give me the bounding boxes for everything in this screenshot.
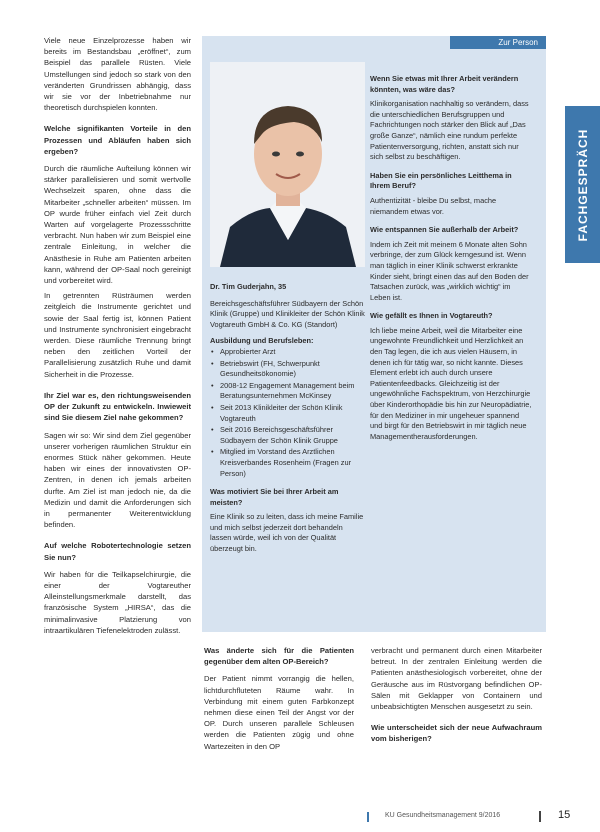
answer-motivation: Eine Klinik so zu leiten, dass ich meine Familie und mich selbst jederzeit dort behandeln lassen würde, weil ich von der Qualität überzeugt bin. [210, 512, 364, 554]
footer-divider [539, 811, 541, 822]
question-recovery-room: Wie unterscheidet sich der neue Aufwachraum vom bisherigen? [371, 723, 542, 744]
portrait-photo [210, 62, 365, 267]
answer-advantages-1: Durch die räumliche Aufteilung können wir stärker parallelisieren und somit wertvolle Wechselzeit sparen, ohne dass die Mitarbeiter „schneller arbeiten“ müssen. Im OP wurde früher einfach viel Zeit durch Warten auf vorgelagerte Prozessschritte verbracht. Nun haben wir zum Beispiel eine zentrale Einleitung, in welcher die Anästhesie in Ruhe am Patienten arbeiten kann, während der OP-Saal noch gereinigt und vorbereitet wird. [44, 164, 191, 286]
profile-column-right [370, 74, 532, 446]
footer-accent-mark [367, 812, 369, 822]
question-motto: Haben Sie ein persönliches Leitthema in Ihrem Beruf? [370, 170, 512, 191]
question-goal: Ihr Ziel war es, den richtungsweisenden OP der Zukunft zu entwickeln. Inwieweit sind Sie diesem Ziel nahe gekommen? [44, 390, 191, 423]
question-robotics: Auf welche Robotertechnologie setzen Sie nun? [44, 541, 191, 562]
section-side-label: FACHGESPRÄCH [575, 128, 590, 241]
article-column-right [371, 645, 542, 751]
question-motivation: Was motiviert Sie bei Ihrer Arbeit am meisten? [210, 487, 339, 507]
intro-paragraph: Viele neue Einzelprozesse haben wir bereits im Bestandsbau „eröffnet“, zum Beispiel das parallele Rüsten. Viele Umstellungen sind jedoch so stark von den veränderten Grundrissen abhängig, dass wir sie vor der Inbetriebnahme nur theoretisch durchspielen konnten. [44, 36, 191, 113]
education-item: • 2008-12 Engagement Management beim Beratungsunternehmen McKinsey [220, 381, 365, 402]
profile-box-label: Zur Person [450, 36, 546, 49]
question-relax: Wie entspannen Sie außerhalb der Arbeit? [370, 225, 519, 235]
answer-robotics: Wir haben für die Teilkapselchirurgie, die einer der Vogtareuther Alleinstellungsmerkmale darstellt, das französische System „HIRSA“, das die minimalinvasive Platzierung von intraartikulären Tiefenelektroden zulässt. [44, 569, 191, 635]
article-column-left [44, 35, 191, 640]
answer-vogtareuth: Ich liebe meine Arbeit, weil die Mitarbeiter eine ungewohnte Freundlichkeit und Herzlichkeit an den Tag legen, die ich aus vielen Häusern, in denen ich für tätig war, so nicht kannte. Dieses Element erlebt ich auch durch unsere Patientenfeedbacks. Gleichzeitig ist der ungewöhnliche Fachspektrum, von Herzchirurgie über Kinderorthopädie bis hin zur Neuropädiatrie, für den Mediziner in mir ungeheuer spannend und birgt für den Betriebswirt in mir täglich neue Managementherausforderungen. [370, 325, 532, 441]
profile-column-left [210, 282, 365, 559]
footer-publication: KU Gesundheitsmanagement 9/2016 [385, 812, 501, 819]
education-item: • Mitglied im Vorstand des Arztlichen Kreisverbandes Rosenheim (Fragen zur Person) [220, 447, 365, 479]
question-advantages: Welche signifikanten Vorteile in den Prozessen und Abläufen haben sich ergeben? [44, 124, 191, 156]
education-item: • Betriebswirt (FH, Schwerpunkt Gesundheitsökonomie) [220, 359, 365, 380]
section-side-tab [565, 106, 600, 263]
answer-patients-continued: verbracht und permanent durch einen Mitarbeiter betreut. In der zentralen Einleitung werden die Patienten anästhesiologisch vorbereitet, ohne der Geräusche aus im Rüstvorgang befindlichen OP-Sälen mit Geklapper von Containern und unbeabsichtigten Menschen ausgesetzt zu sein. [371, 646, 542, 712]
question-change: Wenn Sie etwas mit Ihrer Arbeit verändern könnten, was wäre das? [370, 74, 519, 94]
education-list [210, 347, 365, 479]
article-column-middle [204, 645, 354, 756]
answer-goal: Sagen wir so: Wir sind dem Ziel gegenüber unserer vorherigen räumlichen Struktur ein enormes Stück näher gekommen. Heute haben wir eines der innovativsten OP-Zentren, in denen ich jemals arbeiten durfte. Am Ziel ist man jedoch nie, da die Medizin und damit die Anforderungen sich in permanenter Weiterentwicklung befinden. [44, 430, 191, 530]
question-patients: Was änderte sich für die Patienten gegenüber dem alten OP-Bereich? [204, 646, 354, 667]
answer-relax: Indem ich Zeit mit meinem 6 Monate alten Sohn verbringe, der zum Glück kerngesund ist. Wenn man täglich in einer Klinik schwerst erkrankte Kinder sieht, bringt einen das auf den Boden der Tatsachen zurück, was „wirklich wichtig“ im Leben ist. [370, 239, 529, 302]
answer-advantages-2: In getrennten Rüsträumen werden zeitgleich die Instrumente gerichtet und sowie der Saal fertig ist, können Patient und Instrumente synchronisiert eingebracht werden. Diese räumliche Trennung bringt neben den zeitlichen Vorteil der Parallelisierung zusätzlich Ruhe und damit Sicherheit in die Prozesse. [44, 291, 191, 379]
answer-change: Klinikorganisation nachhaltig so verändern, dass die unterschiedlichen Berufsgruppen und Fachrichtungen noch stärker den Blick auf „Das große Ganze“, nämlich eine rundum perfekte Patientenversorgung, richten, anstatt sich nur sich selbst zu beschäftigen. [370, 99, 529, 162]
question-vogtareuth: Wie gefällt es Ihnen in Vogtareuth? [370, 311, 493, 321]
profile-name: Dr. Tim Guderjahn, 35 [210, 282, 287, 291]
profile-bio: Bereichsgeschäftsführer Südbayern der Schön Klinik (Gruppe) und Klinikleiter der Schön Klinik Vogtareuth GmbH & Co. KG (Standort) [210, 298, 365, 329]
answer-patients: Der Patient nimmt vorrangig die hellen, lichtdurchfluteten Räume wahr. In Verbindung mit einem guten Farbkonzept nehmen diese einen Teil der Angst vor der OP. Durch unseren parallele Schleusen werden die Patienten zügig und ohne Wartezeiten in den OP [204, 674, 354, 751]
education-item: • Seit 2016 Bereichsgeschäftsführer Südbayern der Schön Klinik Gruppe [220, 425, 365, 446]
answer-motto: Authentizität - bleibe Du selbst, mache niemandem etwas vor. [370, 195, 497, 216]
education-heading: Ausbildung und Berufsleben: [210, 336, 314, 346]
profile-box [202, 36, 546, 632]
page-number: 15 [558, 809, 571, 821]
education-item: • Seit 2013 Klinikleiter der Schön Klinik Vogtareuth [220, 403, 365, 424]
education-item: • Approbierter Arzt [220, 347, 365, 358]
